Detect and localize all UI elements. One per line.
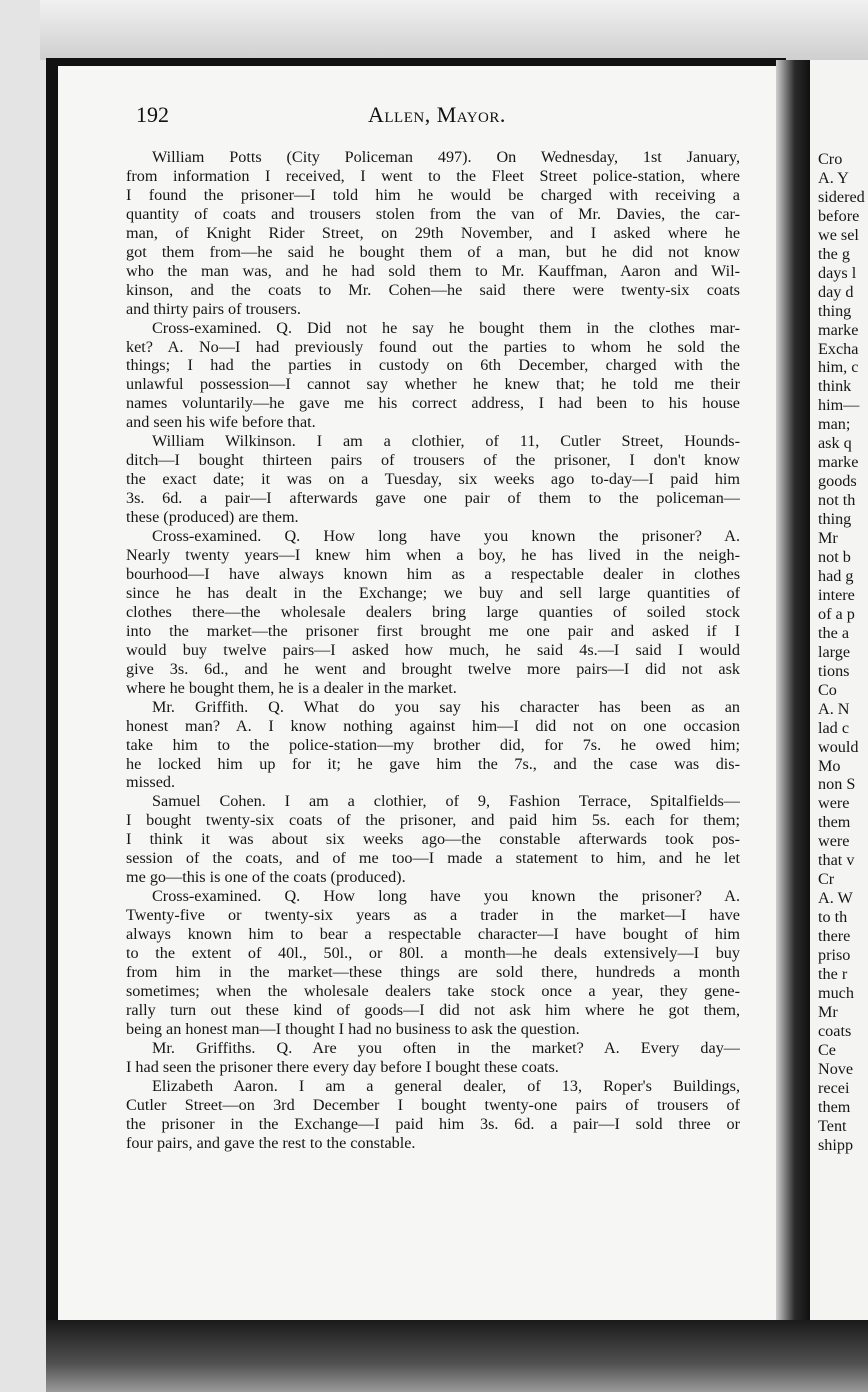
right-column-fragment: large xyxy=(818,642,851,661)
text-line: the prisoner in the Exchange—I paid him 3s. 6d. a pair—I sold three or xyxy=(126,1114,740,1133)
page-title: Allen, Mayor. xyxy=(368,102,506,127)
right-column-fragment: them xyxy=(818,1097,851,1116)
text-line: from him in the market—these things are sold there, hundreds a month xyxy=(126,962,740,981)
text-line: Twenty-five or twenty-six years as a trader in the market—I have xyxy=(126,906,740,925)
right-column-fragment: Ce xyxy=(818,1040,836,1059)
right-column-fragment: shipp xyxy=(818,1135,854,1154)
right-column-fragment: not b xyxy=(818,548,851,567)
right-column-fragment: to th xyxy=(818,908,848,927)
right-column-fragment: days l xyxy=(818,263,857,282)
text-line: missed. xyxy=(126,773,176,792)
text-line: rally turn out these kind of goods—I did not ask him where he got them, xyxy=(126,1000,740,1019)
right-column-fragment: Cro xyxy=(818,150,843,168)
book-gutter xyxy=(776,60,810,1330)
text-line: session of the coats, and of me too—I made a statement to him, and he let xyxy=(126,849,740,868)
text-line: always known him to bear a respectable character—I have bought of him xyxy=(126,925,740,944)
text-line: from information I received, I went to the Fleet Street police-station, where xyxy=(126,166,740,185)
scanner-top-margin xyxy=(40,0,868,60)
text-line: and thirty pairs of trousers. xyxy=(126,299,301,318)
right-column-fragment: Nove xyxy=(818,1059,854,1078)
right-column-fragment: him— xyxy=(818,396,860,415)
text-line: names voluntarily—he gave me his correct address, I had been to his house xyxy=(126,394,740,413)
text-line: these (produced) are them. xyxy=(126,508,299,527)
book-bottom-edge xyxy=(46,1320,868,1392)
right-column-fragment: Mo xyxy=(818,756,841,775)
text-line: the exact date; it was on a Tuesday, six weeks ago to-day—I paid him xyxy=(126,470,740,489)
text-line: give 3s. 6d., and he went and brought twelve more pairs—I did not ask xyxy=(126,659,740,678)
right-column-fragment: we sel xyxy=(818,225,859,244)
text-line: and seen his wife before that. xyxy=(126,413,316,432)
text-line: take him to the police-station—my brother did, for 7s. he owed him; xyxy=(126,735,740,754)
text-line: me go—this is one of the coats (produced). xyxy=(126,868,406,887)
right-column-fragment: that v xyxy=(818,851,855,870)
right-column-fragment: Mr xyxy=(818,529,838,548)
text-line: into the market—the prisoner first brought me one pair and asked if I xyxy=(126,621,740,640)
right-column-fragment: man; xyxy=(818,415,851,434)
text-line: sometimes; when the wholesale dealers take stock once a year, they gene- xyxy=(126,981,740,1000)
text-line: Cutler Street—on 3rd December I bought twenty-one pairs of trousers of xyxy=(126,1095,740,1114)
text-line: since he has dealt in the Exchange; we buy and sell large quantities of xyxy=(126,583,740,602)
text-line: William Potts (City Policeman 497). On Wednesday, 1st January, xyxy=(152,148,740,166)
right-page-text-fragments xyxy=(818,150,868,1155)
text-line: kinson, and the coats to Mr. Cohen—he said there were twenty-six coats xyxy=(126,280,740,299)
right-column-fragment: marke xyxy=(818,320,859,339)
text-line: to the extent of 40l., 50l., or 80l. a month—he deals extensively—I buy xyxy=(126,944,740,963)
text-line: Samuel Cohen. I am a clothier, of 9, Fashion Terrace, Spitalfields— xyxy=(152,792,740,811)
text-line: unlawful possession—I cannot say whether he knew that; he told me their xyxy=(126,375,740,394)
right-column-fragment: them xyxy=(818,813,851,832)
right-column-fragment: Co xyxy=(818,680,837,699)
right-column-fragment: the g xyxy=(818,244,850,263)
right-column-fragment: ask q xyxy=(818,434,852,453)
text-line: ket? A. No—I had previously found out the parties to whom he sold the xyxy=(126,337,740,356)
right-column-fragment: marke xyxy=(818,453,859,472)
book-left-edge xyxy=(46,60,58,1330)
text-line: William Wilkinson. I am a clothier, of 11, Cutler Street, Hounds- xyxy=(152,432,740,451)
right-column-fragment: would xyxy=(818,737,859,756)
right-column-fragment: priso xyxy=(818,946,851,965)
text-line: got them from—he said he bought them of a man, but he did not know xyxy=(126,242,740,261)
right-column-fragment: of a p xyxy=(818,604,855,623)
text-line: being an honest man—I thought I had no business to ask the question. xyxy=(126,1019,580,1038)
running-head xyxy=(136,102,736,134)
text-line: ditch—I bought thirteen pairs of trousers of the prisoner, I don't know xyxy=(126,451,740,470)
right-column-fragment: Excha xyxy=(818,339,859,358)
right-column-fragment: the a xyxy=(818,623,850,642)
right-column-fragment: were xyxy=(818,832,850,851)
page-number: 192 xyxy=(136,102,169,127)
text-line: I think it was about six weeks ago—the constable afterwards took pos- xyxy=(126,830,740,849)
right-column-fragment: Tent xyxy=(818,1116,847,1135)
right-column-fragment: A. N xyxy=(818,699,850,718)
text-line: things; I had the parties in custody on 6th December, charged with the xyxy=(126,356,740,375)
right-column-fragment: A. W xyxy=(818,889,853,908)
right-column-fragment: the r xyxy=(818,964,848,983)
right-column-fragment: had g xyxy=(818,566,854,585)
text-line: honest man? A. I know nothing against him—I did not on one occasion xyxy=(126,716,740,735)
right-column-fragment: Mr xyxy=(818,1002,838,1021)
text-line: Mr. Griffith. Q. What do you say his character has been as an xyxy=(152,697,740,716)
right-column-fragment: day d xyxy=(818,282,854,301)
text-line: I found the prisoner—I told him he would be charged with receiving a xyxy=(126,185,740,204)
text-line: would buy twelve pairs—I asked how much, he said 4s.—I said I would xyxy=(126,640,740,659)
text-line: quantity of coats and trousers stolen from the van of Mr. Davies, the car- xyxy=(126,204,740,223)
right-column-fragment: before xyxy=(818,206,860,225)
right-column-fragment: thing xyxy=(818,510,852,529)
text-line: I had seen the prisoner there every day before I bought these coats. xyxy=(126,1057,559,1076)
right-column-fragment: coats xyxy=(818,1021,852,1040)
right-column-fragment: there xyxy=(818,927,851,946)
right-column-fragment: recei xyxy=(818,1078,850,1097)
text-line: bourhood—I have always known him as a respectable dealer in clothes xyxy=(126,564,740,583)
text-line: Nearly twenty years—I knew him when a boy, he has lived in the neigh- xyxy=(126,546,740,565)
text-line: who the man was, and he had sold them to Mr. Kauffman, Aaron and Wil- xyxy=(126,261,740,280)
right-column-fragment: much xyxy=(818,983,854,1002)
right-column-fragment: not th xyxy=(818,491,856,510)
text-line: Cross-examined. Q. How long have you known the prisoner? A. xyxy=(152,887,740,906)
right-column-fragment: A. Y xyxy=(818,168,849,187)
text-line: where he bought them, he is a dealer in the market. xyxy=(126,678,457,697)
text-line: Cross-examined. Q. How long have you known the prisoner? A. xyxy=(152,527,740,546)
text-line: Mr. Griffiths. Q. Are you often in the market? A. Every day— xyxy=(152,1038,740,1057)
right-column-fragment: Cr xyxy=(818,870,835,889)
text-line: 3s. 6d. a pair—I afterwards gave one pair of them to the policeman— xyxy=(126,489,740,508)
right-column-fragment: intere xyxy=(818,585,855,604)
right-column-fragment: think xyxy=(818,377,852,396)
right-column-fragment: sidered xyxy=(818,187,865,206)
text-line: man, of Knight Rider Street, on 29th November, and I asked where he xyxy=(126,223,740,242)
right-column-fragment: non S xyxy=(818,775,856,794)
right-column-fragment: tions xyxy=(818,661,850,680)
right-column-fragment: thing xyxy=(818,301,852,320)
text-line: clothes there—the wholesale dealers bring large quanties of soiled stock xyxy=(126,602,740,621)
right-column-fragment: goods xyxy=(818,472,857,491)
text-line: he locked him up for it; he gave him the 7s., and the case was dis- xyxy=(126,754,740,773)
text-line: Cross-examined. Q. Did not he say he bought them in the clothes mar- xyxy=(152,318,740,337)
body-text xyxy=(126,148,740,1153)
text-line: Elizabeth Aaron. I am a general dealer, of 13, Roper's Buildings, xyxy=(152,1076,740,1095)
right-column-fragment: were xyxy=(818,794,850,813)
book-top-edge xyxy=(46,58,786,66)
right-column-fragment: lad c xyxy=(818,718,850,737)
right-column-fragment: him, c xyxy=(818,358,859,377)
text-line: I bought twenty-six coats of the prisoner, and paid him 5s. each for them; xyxy=(126,811,740,830)
text-line: four pairs, and gave the rest to the constable. xyxy=(126,1133,416,1152)
